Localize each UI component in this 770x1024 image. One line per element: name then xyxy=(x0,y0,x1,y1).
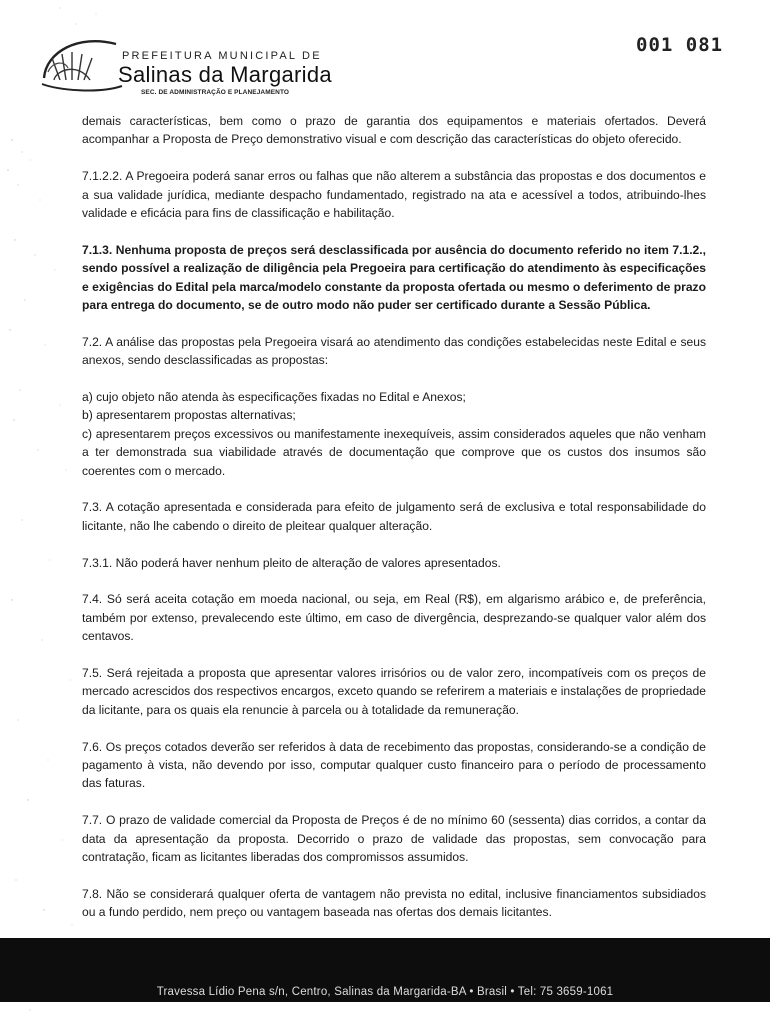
paragraph-7-7: 7.7. O prazo de validade comercial da Proposta de Preços é de no mínimo 60 (sessenta) dias corridos, a contar da data da apresentação da proposta. Decorrido o prazo de validade das propostas, sem convocação para contratação, ficam as licitantes liberadas dos compromissos assumidos. xyxy=(82,813,706,865)
paragraph-7-5: 7.5. Será rejeitada a proposta que apresentar valores irrisórios ou de valor zero, incompatíveis com os preços de mercado acrescidos dos respectivos encargos, exceto quando se referirem a materiais e instalações de propriedade da licitante, para os quais ela renuncie à parcela ou à totalidade da remuneração. xyxy=(82,666,706,717)
list-item-c: c) apresentarem preços excessivos ou manifestamente inexequíveis, assim considerados aqueles que não venham a ter demonstrada sua viabilidade através de documentação que comprove que os custos dos insumos são coerentes com o mercado. xyxy=(82,426,706,478)
paragraph-7-3: 7.3. A cotação apresentada e considerada para efeito de julgamento será de exclusiva e total responsabilidade do licitante, não lhe cabendo o direito de pleitear qualquer alteração. xyxy=(82,500,706,533)
org-department: SEC. DE ADMINISTRAÇÃO E PLANEJAMENTO xyxy=(141,89,290,96)
footer-band xyxy=(0,938,770,1002)
org-line-1: PREFEITURA MUNICIPAL DE xyxy=(122,50,322,62)
list-item-b: b) apresentarem propostas alternativas; xyxy=(82,408,296,423)
footer-address: Travessa Lídio Pena s/n, Centro, Salinas da Margarida-BA • Brasil • Tel: 75 3659-1061 xyxy=(156,986,614,998)
page-number-stamp: 001 081 xyxy=(636,34,724,56)
paragraph-7-3-1: 7.3.1. Não poderá haver nenhum pleito de alteração de valores apresentados. xyxy=(82,555,501,570)
paragraph-7-2: 7.2. A análise das propostas pela Pregoeira visará ao atendimento das condições estabelecidas neste Edital e seus anexos, sendo desclassificadas as propostas: xyxy=(82,334,706,368)
paragraph-7-1-2-2: 7.1.2.2. A Pregoeira poderá sanar erros ou falhas que não alterem a substância das propostas e dos documentos e a sua validade jurídica, mediante despacho fundamentado, registrado na ata e acessível a todos, atribuindo-lhes validade e eficácia para fins de classificação e habilitação. xyxy=(82,169,706,221)
shell-emblem-icon xyxy=(38,32,124,100)
document-body xyxy=(82,112,706,977)
list-item-a: a) cujo objeto não atenda às especificações fixadas no Edital e Anexos; xyxy=(82,390,466,405)
paragraph-7-6: 7.6. Os preços cotados deverão ser referidos à data de recebimento das propostas, considerando-se a condição de pagamento à vista, não devendo por isso, computar qualquer custo financeiro para o período de processamento das faturas. xyxy=(82,739,706,791)
municipal-logo xyxy=(38,28,338,108)
paragraph-7-4: 7.4. Só será aceita cotação em moeda nacional, ou seja, em Real (R$), em algarismo arábico e, de preferência, também por extenso, prevalecendo este último, em caso de divergência, desprezando-se qualquer valor além dos centavos. xyxy=(82,592,706,644)
org-name: Salinas da Margarida xyxy=(118,62,332,87)
paragraph-7-1-3: 7.1.3. Nenhuma proposta de preços será desclassificada por ausência do documento referido no item 7.1.2., sendo possível a realização de diligência pela Pregoeira para certificação do atendimento às especificações e exigências do Edital pela marca/modelo constante da proposta ofertada ou mesmo o deferimento de prazo para entrega do documento, se de outro modo não puder ser certificado durante a Sessão Pública. xyxy=(82,242,706,313)
paragraph-intro: demais características, bem como o prazo de garantia dos equipamentos e materiais ofertados. Deverá acompanhar a Proposta de Preço demonstrativo visual e com descrição das características do objeto oferecido. xyxy=(82,114,706,147)
paragraph-7-8: 7.8. Não se considerará qualquer oferta de vantagem não prevista no edital, inclusive financiamentos subsidiados ou a fundo perdido, nem preço ou vantagem baseada nas ofertas dos demais licitantes. xyxy=(82,886,706,920)
